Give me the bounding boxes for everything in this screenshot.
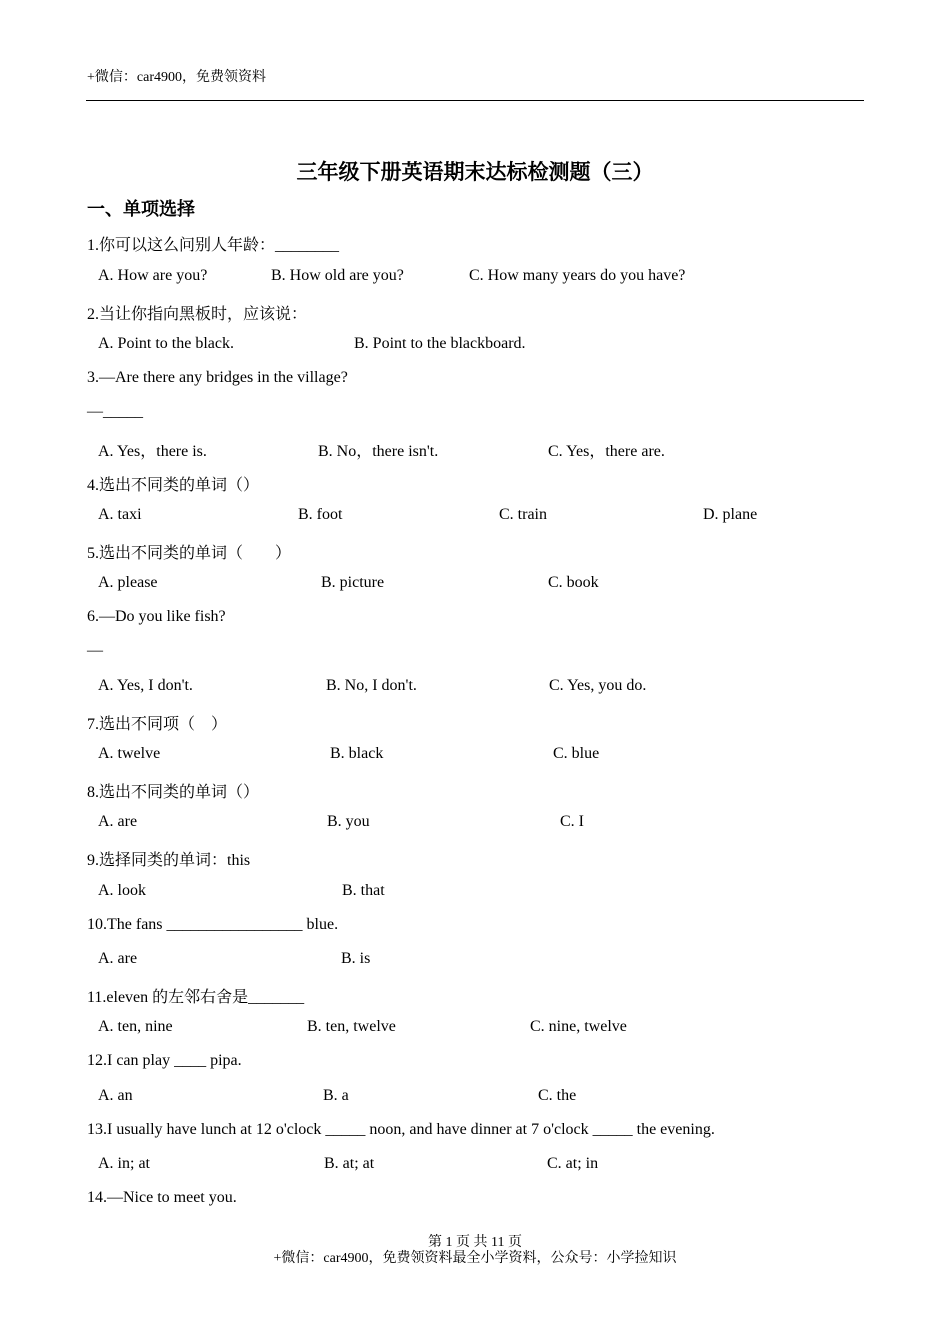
question-11: 11.eleven 的左邻右舍是_______ (87, 989, 305, 1006)
q4-option-b: B. foot (298, 506, 343, 523)
q3-option-b: B. No，there isn't. (318, 443, 439, 460)
q4-option-d: D. plane (703, 506, 758, 523)
q1-option-a: A. How are you? (98, 267, 208, 284)
q11-option-a: A. ten, nine (98, 1018, 173, 1035)
q12-option-a: A. an (98, 1087, 133, 1104)
question-5: 5.选出不同类的单词（ ） (87, 545, 292, 562)
question-3: 3.—Are there any bridges in the village? (87, 369, 348, 386)
q3-option-c: C. Yes，there are. (548, 443, 665, 460)
q1-option-c: C. How many years do you have? (469, 267, 686, 284)
q6-option-a: A. Yes, I don't. (98, 677, 193, 694)
q9-option-b: B. that (342, 882, 385, 899)
q7-option-c: C. blue (553, 745, 600, 762)
q12-option-b: B. a (323, 1087, 349, 1104)
q13-option-a: A. in; at (98, 1155, 150, 1172)
q4-option-c: C. train (499, 506, 547, 523)
q10-option-a: A. are (98, 950, 138, 967)
question-4: 4.选出不同类的单词（） (87, 477, 260, 494)
q7-option-a: A. twelve (98, 745, 161, 762)
header-note: +微信：car4900，免费领资料 (87, 70, 266, 85)
q3-option-a: A. Yes，there is. (98, 443, 207, 460)
q8-option-b: B. you (327, 813, 370, 830)
q11-option-b: B. ten, twelve (307, 1018, 396, 1035)
q5-option-b: B. picture (321, 574, 385, 591)
question-7: 7.选出不同项（ ） (87, 716, 228, 733)
footer-note: +微信：car4900，免费领资料最全小学资料，公众号：小学捡知识 (273, 1251, 677, 1266)
question-6: 6.—Do you like fish? (87, 608, 226, 625)
q8-option-a: A. are (98, 813, 138, 830)
q7-option-b: B. black (330, 745, 384, 762)
question-8: 8.选出不同类的单词（） (87, 784, 260, 801)
question-2: 2.当让你指向黑板时，应该说： (87, 306, 308, 323)
q5-option-c: C. book (548, 574, 599, 591)
question-14: 14.—Nice to meet you. (87, 1189, 237, 1206)
q6-answer-line: — (87, 642, 103, 659)
q2-option-a: A. Point to the black. (98, 335, 234, 352)
q12-option-c: C. the (538, 1087, 577, 1104)
q10-option-b: B. is (341, 950, 371, 967)
q11-option-c: C. nine, twelve (530, 1018, 627, 1035)
q5-option-a: A. please (98, 574, 158, 591)
page-title: 三年级下册英语期末达标检测题（三） (296, 160, 654, 184)
q1-option-b: B. How old are you? (271, 267, 404, 284)
q3-answer-line: —_____ (87, 403, 143, 420)
section-heading: 一、单项选择 (87, 199, 195, 219)
question-9: 9.选择同类的单词：this (87, 852, 251, 869)
q13-option-c: C. at; in (547, 1155, 599, 1172)
q2-option-b: B. Point to the blackboard. (354, 335, 526, 352)
question-1: 1.你可以这么问别人年龄：________ (87, 237, 340, 254)
page-number: 第 1 页 共 11 页 (428, 1235, 522, 1250)
question-10: 10.The fans _________________ blue. (87, 916, 339, 933)
question-13: 13.I usually have lunch at 12 o'clock _____ noon, and have dinner at 7 o'clock _____ the evening. (87, 1121, 715, 1138)
q13-option-b: B. at; at (324, 1155, 375, 1172)
header-divider (86, 100, 864, 101)
q8-option-c: C. I (560, 813, 584, 830)
q9-option-a: A. look (98, 882, 146, 899)
q6-option-c: C. Yes, you do. (549, 677, 647, 694)
q6-option-b: B. No, I don't. (326, 677, 417, 694)
q4-option-a: A. taxi (98, 506, 142, 523)
question-12: 12.I can play ____ pipa. (87, 1052, 242, 1069)
